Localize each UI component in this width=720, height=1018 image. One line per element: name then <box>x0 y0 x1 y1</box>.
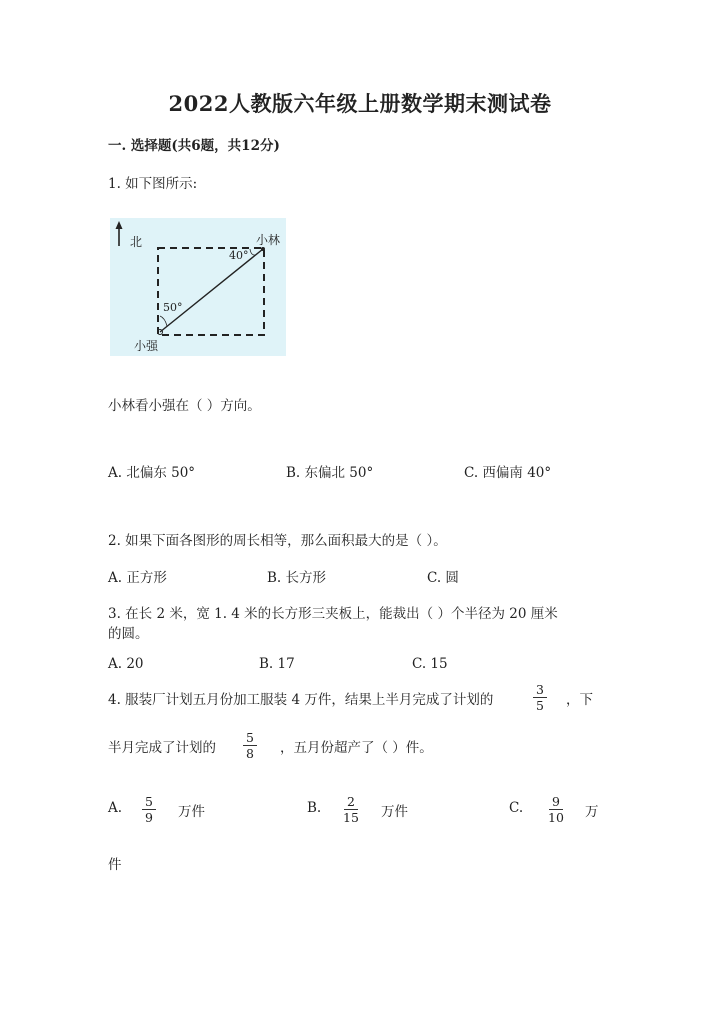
q3-option-b: B. 17 <box>259 656 295 672</box>
fraction-denominator: 8 <box>246 746 254 761</box>
q4-fraction-5-8 <box>243 730 257 761</box>
fraction-denominator: 15 <box>343 810 359 825</box>
fraction-numerator: 3 <box>533 682 547 698</box>
fraction-denominator: 9 <box>145 810 153 825</box>
q4-fraction-3-5 <box>533 682 547 713</box>
q4-option-b-unit: 万件 <box>381 804 408 820</box>
q4-stem-line1: 4. 服装厂计划五月份加工服装 4 万件，结果上半月完成了计划的 <box>108 692 494 708</box>
section-heading: 一. 选择题(共6题，共12分) <box>108 138 280 154</box>
q4-option-a-label: A. <box>108 800 123 816</box>
fraction-numerator: 2 <box>344 794 358 810</box>
q1-stem: 1. 如下图所示: <box>108 176 198 192</box>
fraction-numerator: 5 <box>243 730 257 746</box>
q4-option-b-label: B. <box>307 800 322 816</box>
fraction-denominator: 10 <box>548 810 564 825</box>
q4-option-c-wrap: 件 <box>108 857 122 873</box>
q2-stem: 2. 如果下面各图形的周长相等，那么面积最大的是（ ）。 <box>108 533 447 549</box>
fraction-denominator: 5 <box>536 698 544 713</box>
q3-stem-line2: 的圆。 <box>108 626 149 642</box>
q1-question: 小林看小强在（ ）方向。 <box>108 398 261 414</box>
q4-option-b-fraction <box>340 794 362 825</box>
q4-stem-line1-end: ，下 <box>566 692 593 708</box>
q4-option-c-fraction <box>545 794 567 825</box>
fraction-numerator: 5 <box>142 794 156 810</box>
q4-option-c-unit: 万 <box>585 804 599 820</box>
page-title: 2022人教版六年级上册数学期末测试卷 <box>168 91 552 116</box>
q4-stem-line2-end: ，五月份超产了（ ）件。 <box>280 740 433 756</box>
q3-option-c: C. 15 <box>412 656 448 672</box>
q4-option-a-fraction <box>142 794 156 825</box>
north-label: 北 <box>130 235 143 249</box>
direction-figure <box>110 218 286 356</box>
q2-option-b: B. 长方形 <box>267 570 327 586</box>
q2-option-a: A. 正方形 <box>108 570 167 586</box>
xiaoqiang-label: 小强 <box>134 339 159 353</box>
angle-40-label: 40° <box>229 249 249 262</box>
q3-option-a: A. 20 <box>108 656 144 672</box>
q1-option-b: B. 东偏北 50° <box>286 465 374 481</box>
q1-option-c: C. 西偏南 40° <box>464 465 552 481</box>
fraction-numerator: 9 <box>549 794 563 810</box>
q4-option-c-label: C. <box>509 800 524 816</box>
q2-option-c: C. 圆 <box>427 570 459 586</box>
xiaolin-label: 小林 <box>256 233 281 247</box>
q4-stem-line2: 半月完成了计划的 <box>108 740 216 756</box>
angle-50-label: 50° <box>163 301 183 314</box>
q1-option-a: A. 北偏东 50° <box>108 465 196 481</box>
q3-stem-line1: 3. 在长 2 米，宽 1. 4 米的长方形三夹板上，能裁出（ ）个半径为 20 厘米 <box>108 606 558 622</box>
q4-option-a-unit: 万件 <box>178 804 205 820</box>
